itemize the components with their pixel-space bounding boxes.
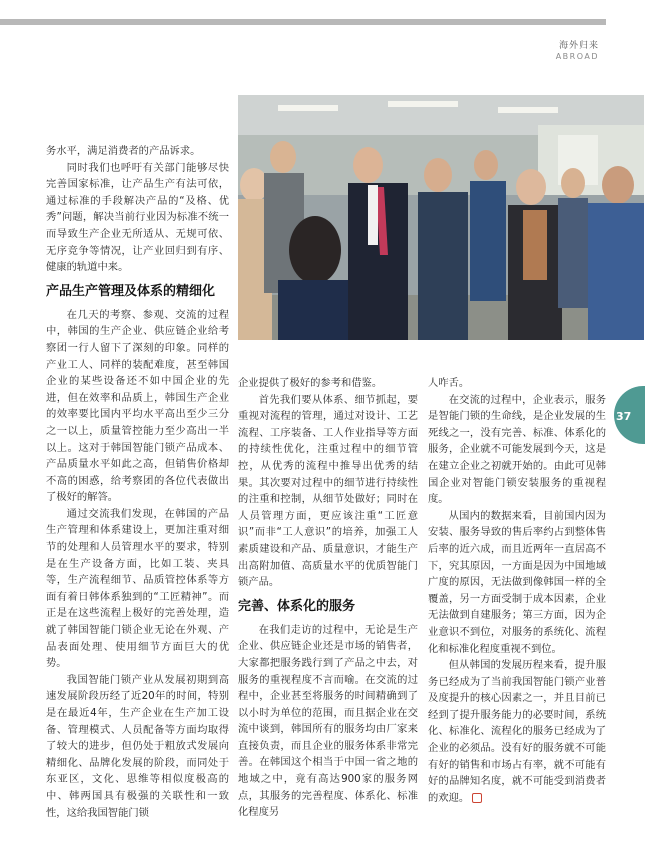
paragraph: 在我们走访的过程中，无论是生产企业、供应链企业还是市场的销售者，大家都把服务践行到了产品之中去，对服务的重视程度不言而喻。在交流的过程中，企业甚至将服务的时间精确到了以小时为单位的范围，而且据企业在交流中谈到，韩国所有的服务均由厂家来直接负责，而且企业的服务体系非常完善。在韩国这个相当于中国一省之地的地域之中，竟有高达900家的服务网点，其服务的完善程度、体系化、标准化程度另 xyxy=(238,623,418,819)
text-column-3 xyxy=(428,375,606,806)
paragraph: 从国内的数据来看，目前国内因为安装、服务导致的售后率约占到整体售后率的近六成，而且近两年一直居高不下，究其原因，一方面是因为中国地域广度的原因，无法做到像韩国一样的全覆盖，另一方面受制于成本因素，企业无法做到自建服务；第三方面，因为企业意识不到位，对服务的系统化、流程化和标准化程度重视不到位。 xyxy=(428,509,606,655)
section-title: 海外归来 xyxy=(558,41,599,51)
page-number: 37 xyxy=(616,410,632,423)
paragraph: 企业提供了极好的参考和借鉴。 xyxy=(238,377,383,389)
paragraph: 我国智能门锁产业从发展初期到高速发展阶段历经了近20年的时间，特别是在最近4年，生产企业在生产加工设备、管理模式、人员配备等方面均取得了较大的进步，但仍处于粗放式发展向精细化、品牌化发展的阶段，而同处于东亚区，文化、思维等相似度极高的中、韩两国具有极强的关联性和一致性，这给我国智能门锁 xyxy=(46,673,229,819)
paragraph: 在交流的过程中，企业表示，服务是智能门锁的生命线，是企业发展的生死线之一，没有完善、标准、体系化的服务，企业就不可能发展到今天，这是在建立企业之初就开始的。由此可见韩国企业对智能门锁安装服务的重视程度。 xyxy=(428,393,606,506)
paragraph: 在几天的考察、参观、交流的过程中，韩国的生产企业、供应链企业给考察团一行人留下了深刻的印象。同样的产业工人、同样的装配难度，甚至韩国企业的某些设备还不如中国企业的先进，但在效率和品质上，韩国生产企业的效率要比国内平均水平高出至少三分之一以上，质量管控能力至少高出一半以上。这对于韩国智能门锁产品成本、产品质量水平如此之高，但销售价格却不高的困惑，给考察团的各位代表做出了极好的解答。 xyxy=(46,308,229,504)
text-column-1 xyxy=(46,143,229,821)
paragraph xyxy=(428,657,606,806)
text-column-2 xyxy=(238,375,418,821)
paragraph: 首先我们要从体系、细节抓起，要重视对流程的管理，通过对设计、工艺流程、工序装备、工人作业指导等方面的持续性优化，注重过程中的细节管控，从优秀的流程中推导出优秀的结果。其次要对过程中的细节进行持续性的注重和控制，从细节处做好；同时在人员管理方面，更应该注重“工匠意识”而非“工人意识”的培养，加强工人素质建设和产品、质量意识，才能生产出高附加值、高质量水平的优质智能门锁产品。 xyxy=(238,393,418,589)
paragraph: 人咋舌。 xyxy=(428,377,470,389)
paragraph-text: 但从韩国的发展历程来看，提升服务已经成为了当前我国智能门锁产业普及度提升的核心因素之一，并且目前已经到了提升服务能力的必要时间，系统化、标准化、流程化的服务已经成为了企业的必须品。没有好的服务就不可能有好的销售和市场占有率，就不可能有好的品牌知名度，就不可能受到消费者的欢迎。 xyxy=(428,659,606,804)
header-rule xyxy=(0,19,606,25)
section-heading: 完善、体系化的服务 xyxy=(238,598,356,614)
section-heading: 产品生产管理及体系的精细化 xyxy=(46,283,216,299)
section-subtitle: ABROAD xyxy=(555,52,599,61)
paragraph: 通过交流我们发现，在韩国的产品生产管理和体系建设上，更加注重对细节的处理和人员管理水平的要求，特别是在生产设备方面，比如工装、夹具等，生产流程细节、品质管控体系等方面有着日韩体系独到的“工匠精神”。而正是在这些流程上极好的完善处理，造就了韩国智能门锁企业无论在外观、产品表面处理、使用细节方面巨大的优势。 xyxy=(46,507,229,670)
end-mark-icon xyxy=(472,793,482,803)
paragraph: 务水平，满足消费者的产品诉求。 xyxy=(46,145,201,157)
paragraph: 同时我们也呼吁有关部门能够尽快完善国家标准，让产品生产有法可依，通过标准的手段解决产品的“及格、优秀”问题，解决当前行业因为标准不统一而导致生产企业无所适从、无规可依、无序竞争等情况，让产业回归到有序、健康的轨道中来。 xyxy=(46,161,229,274)
meeting-photo xyxy=(238,95,644,340)
